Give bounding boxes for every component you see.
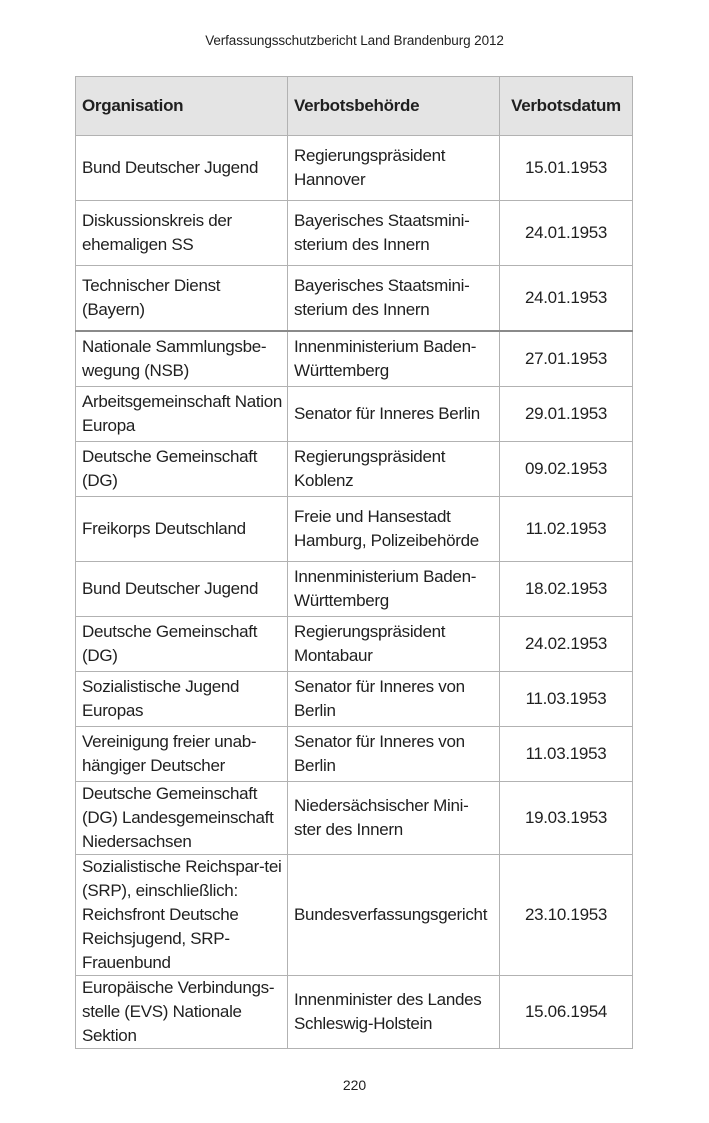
organisation-cell: Deutsche Gemeinschaft (DG) Landesgemeinschaft Niedersachsen <box>76 782 288 855</box>
organisation-cell: Nationale Sammlungsbe-wegung (NSB) <box>76 331 288 387</box>
verbotsdatum-cell: 19.03.1953 <box>500 782 633 855</box>
page-number: 220 <box>342 1077 367 1093</box>
verbotsdatum-cell: 24.01.1953 <box>500 201 633 266</box>
verbotsdatum-cell: 24.01.1953 <box>500 266 633 332</box>
organisation-cell: Deutsche Gemeinschaft (DG) <box>76 617 288 672</box>
verbotsbehoerde-cell: Innenministerium Baden-Württemberg <box>288 331 500 387</box>
verbotsdatum-cell: 18.02.1953 <box>500 562 633 617</box>
verbotsbehoerde-cell: Bundesverfassungsgericht <box>288 855 500 976</box>
table-row <box>76 976 633 1049</box>
table-row <box>76 562 633 617</box>
verbotsbehoerde-cell: Innenministerium Baden-Württemberg <box>288 562 500 617</box>
table-row <box>76 497 633 562</box>
table-row <box>76 266 633 332</box>
verbotsbehoerde-cell: Senator für Inneres von Berlin <box>288 672 500 727</box>
verbotsdatum-cell: 27.01.1953 <box>500 331 633 387</box>
verbotsdatum-cell: 11.02.1953 <box>500 497 633 562</box>
column-header-organisation: Organisation <box>76 77 288 136</box>
verbotsbehoerde-cell: Regierungspräsident Hannover <box>288 136 500 201</box>
organisation-cell: Bund Deutscher Jugend <box>76 136 288 201</box>
verbotsdatum-cell: 29.01.1953 <box>500 387 633 442</box>
organisation-cell: Technischer Dienst (Bayern) <box>76 266 288 332</box>
table-row <box>76 136 633 201</box>
organisation-cell: Diskussionskreis der ehemaligen SS <box>76 201 288 266</box>
organisation-cell: Europäische Verbindungs-stelle (EVS) Nationale Sektion <box>76 976 288 1049</box>
organisation-cell: Vereinigung freier unab-hängiger Deutscher <box>76 727 288 782</box>
table-row <box>76 201 633 266</box>
verbotsbehoerde-cell: Senator für Inneres von Berlin <box>288 727 500 782</box>
verbotsdatum-cell: 15.06.1954 <box>500 976 633 1049</box>
verbotsdatum-cell: 23.10.1953 <box>500 855 633 976</box>
organisation-cell: Arbeitsgemeinschaft Nation Europa <box>76 387 288 442</box>
column-header-verbotsbehoerde: Verbotsbehörde <box>288 77 500 136</box>
column-header-verbotsdatum: Verbotsdatum <box>500 77 633 136</box>
verbotsdatum-cell: 24.02.1953 <box>500 617 633 672</box>
table-row <box>76 672 633 727</box>
table-row <box>76 387 633 442</box>
table-row <box>76 331 633 387</box>
organisation-cell: Freikorps Deutschland <box>76 497 288 562</box>
verbotsbehoerde-cell: Regierungspräsident Montabaur <box>288 617 500 672</box>
table-header-row <box>76 77 633 136</box>
verbotsdatum-cell: 11.03.1953 <box>500 672 633 727</box>
verbotsbehoerde-cell: Niedersächsischer Mini-ster des Innern <box>288 782 500 855</box>
verbotsbehoerde-cell: Bayerisches Staatsmini-sterium des Innern <box>288 201 500 266</box>
verbotsbehoerde-cell: Freie und Hansestadt Hamburg, Polizeibehörde <box>288 497 500 562</box>
verbotsbehoerde-cell: Senator für Inneres Berlin <box>288 387 500 442</box>
table-row <box>76 617 633 672</box>
organisation-cell: Sozialistische Jugend Europas <box>76 672 288 727</box>
table-row <box>76 442 633 497</box>
table-row <box>76 855 633 976</box>
running-header: Verfassungsschutzbericht Land Brandenburg 2012 <box>205 33 504 48</box>
organisation-cell: Deutsche Gemeinschaft (DG) <box>76 442 288 497</box>
ban-table <box>75 76 633 1049</box>
table-row <box>76 727 633 782</box>
organisation-cell: Sozialistische Reichspar-tei (SRP), einschließlich: Reichsfront Deutsche Reichsjugend, SRP-Frauenbund <box>76 855 288 976</box>
verbotsdatum-cell: 11.03.1953 <box>500 727 633 782</box>
table-row <box>76 782 633 855</box>
verbotsdatum-cell: 09.02.1953 <box>500 442 633 497</box>
verbotsdatum-cell: 15.01.1953 <box>500 136 633 201</box>
organisation-cell: Bund Deutscher Jugend <box>76 562 288 617</box>
verbotsbehoerde-cell: Innenminister des Landes Schleswig-Holstein <box>288 976 500 1049</box>
verbotsbehoerde-cell: Regierungspräsident Koblenz <box>288 442 500 497</box>
verbotsbehoerde-cell: Bayerisches Staatsmini-sterium des Innern <box>288 266 500 332</box>
